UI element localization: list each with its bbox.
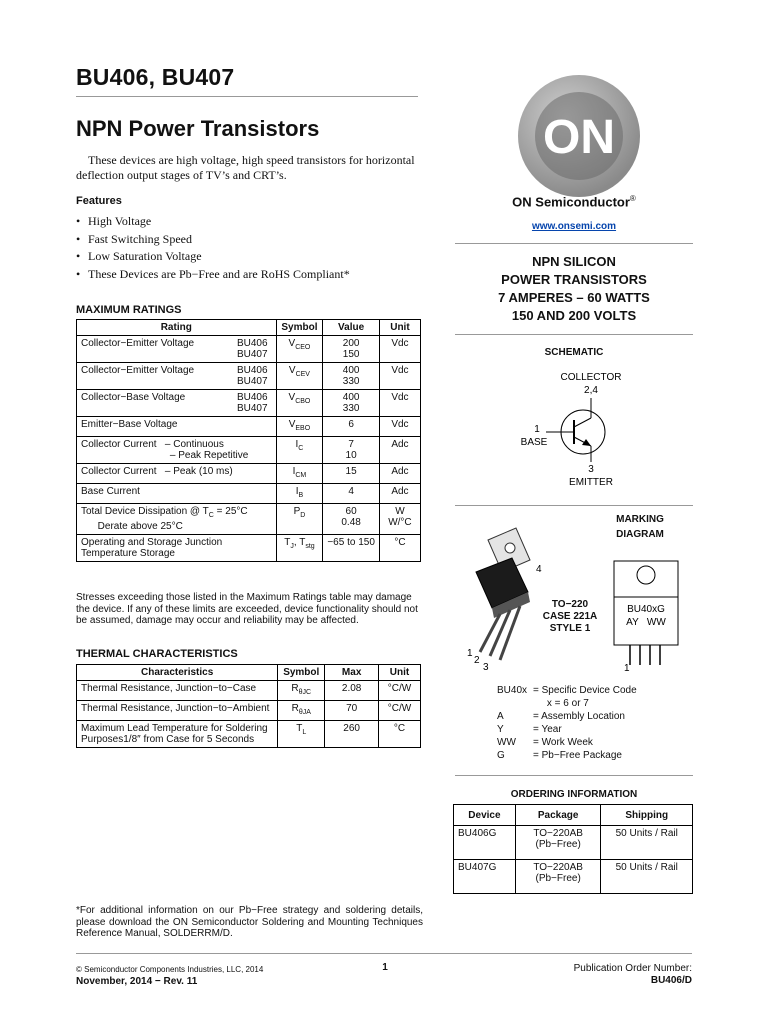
symbol-cell <box>276 464 323 484</box>
symbol-cell <box>276 417 323 437</box>
column-header: Package <box>515 805 601 826</box>
symbol-cell <box>278 681 325 701</box>
cell-line: = 25°C <box>213 506 248 517</box>
legend-key: WW <box>497 737 516 748</box>
rating-text <box>81 338 194 360</box>
ordering-table <box>453 804 693 894</box>
package-lead <box>500 606 520 660</box>
cell-line: 6 <box>348 419 354 430</box>
cell-line: 400 <box>342 392 360 403</box>
column-header: Symbol <box>278 665 325 681</box>
emitter-label: EMITTER <box>569 477 613 488</box>
symbol: T <box>296 723 303 734</box>
pin-label: 2 <box>474 655 480 666</box>
device-names <box>237 338 272 360</box>
feature-item <box>76 248 436 266</box>
emitter-pin: 3 <box>588 464 594 475</box>
column-header: Rating <box>77 320 277 336</box>
unit-cell <box>379 484 420 504</box>
symbol-subscript: C <box>298 445 304 452</box>
table-row <box>77 336 421 363</box>
cell-line: Adc <box>391 466 409 477</box>
bullet-icon: • <box>76 266 81 281</box>
value-cell <box>323 336 380 363</box>
cell-line: 4 <box>348 486 354 497</box>
unit-cell <box>379 390 420 417</box>
unit-cell <box>379 504 420 535</box>
cell-line: −65 to 150 <box>327 537 375 548</box>
rating-wrap <box>81 439 272 461</box>
symbol-subscript: CEO <box>295 344 311 351</box>
cell-line: 60 <box>345 506 357 517</box>
unit-cell <box>379 363 420 390</box>
device-cell: BU406G <box>454 826 516 860</box>
feature-text: High Voltage <box>88 214 152 228</box>
device-cell: BU407G <box>454 860 516 894</box>
symbol-subscript: θJC <box>298 689 312 696</box>
value-cell <box>323 363 380 390</box>
rating-wrap <box>81 506 272 532</box>
legend-key: Y <box>497 724 504 735</box>
package-lead <box>480 614 500 652</box>
max-cell: 70 <box>325 701 379 721</box>
table-row <box>77 437 421 464</box>
symbol-subscript: EBO <box>295 425 311 432</box>
rating-cell <box>77 504 277 535</box>
cell-line: W <box>395 506 405 517</box>
marking-diagram <box>606 557 686 677</box>
max-ratings-table <box>76 319 421 562</box>
rating-wrap <box>81 392 272 414</box>
legend-row <box>497 749 637 762</box>
cell-line: BU406 <box>236 392 268 403</box>
cell-line: TO−220AB <box>533 862 583 873</box>
rating-text <box>81 439 248 461</box>
cell-line: Collector−Emitter Voltage <box>81 338 195 349</box>
cell-line: W/°C <box>388 517 412 528</box>
summary-line: 150 AND 200 VOLTS <box>511 308 637 323</box>
product-summary <box>455 253 693 325</box>
footer-divider <box>76 953 692 954</box>
bullet-icon: • <box>76 249 81 263</box>
part-title: BU406, BU407 <box>76 64 235 90</box>
brand-name <box>455 194 693 209</box>
schematic-heading: SCHEMATIC <box>544 347 604 358</box>
divider <box>76 96 418 97</box>
rating-cell <box>77 390 277 417</box>
tab-pin-label: 4 <box>536 564 542 575</box>
symbol-cell <box>276 535 323 562</box>
feature-text: Low Saturation Voltage <box>88 249 202 263</box>
copyright: © Semiconductor Components Industries, LLC, 2014 <box>76 965 264 974</box>
unit-cell <box>379 417 420 437</box>
features-list <box>76 213 436 283</box>
symbol-cell <box>276 390 323 417</box>
marking-heading <box>600 512 680 542</box>
intro-paragraph: These devices are high voltage, high speed transistors for horizontal deflection output stages of TV’s and CRT’s. <box>76 153 415 182</box>
cell-line: 7 <box>348 439 354 450</box>
package-cell <box>515 826 601 860</box>
cell-line: °C <box>394 537 406 548</box>
website-link[interactable]: www.onsemi.com <box>531 221 617 232</box>
column-header: Shipping <box>601 805 693 826</box>
symbol-subscript: J <box>290 543 294 550</box>
value-cell <box>323 484 380 504</box>
cell-line: Total Device Dissipation @ T <box>81 506 209 517</box>
npn-schematic <box>500 366 640 492</box>
rating-wrap <box>81 537 272 559</box>
table-row <box>77 484 421 504</box>
cell-line: 15 <box>345 466 357 477</box>
package-cell <box>515 860 601 894</box>
rating-text <box>81 365 194 387</box>
symbol: I <box>295 486 299 497</box>
rating-wrap <box>81 338 272 360</box>
legend-row <box>497 684 637 697</box>
symbol-cell <box>276 437 323 464</box>
device-names <box>237 365 272 387</box>
cell-line: BU407 <box>236 349 268 360</box>
rating-text <box>81 419 177 430</box>
cell-line: Collector−Emitter Voltage <box>81 365 195 376</box>
base-label: BASE <box>520 437 548 448</box>
cell-line: Adc <box>391 486 409 497</box>
unit-cell: °C/W <box>379 701 421 721</box>
bullet-icon: • <box>76 214 81 228</box>
rating-cell <box>77 484 277 504</box>
unit-cell <box>379 464 420 484</box>
summary-line: POWER TRANSISTORS <box>501 272 647 287</box>
unit-cell <box>379 437 420 464</box>
rating-text <box>81 466 233 477</box>
registered-mark: ® <box>629 194 636 203</box>
table-row <box>77 681 421 701</box>
symbol: V <box>288 365 296 376</box>
symbol-cell <box>278 721 325 748</box>
pbfree-footnote: *For additional information on our Pb−Free strategy and soldering details, please download the ON Semiconductor Soldering and Mounting Techniques Reference Manual, SOLDERRM/D. <box>76 905 423 939</box>
max-ratings-heading: MAXIMUM RATINGS <box>76 304 182 316</box>
symbol: T <box>284 537 291 548</box>
table-row <box>77 535 421 562</box>
marking-heading-line: MARKING <box>616 514 664 525</box>
device-names <box>237 392 272 414</box>
column-header: Max <box>325 665 379 681</box>
unit-cell <box>379 535 420 562</box>
summary-line: NPN SILICON <box>532 254 616 269</box>
legend-row <box>497 723 637 736</box>
symbol-cell <box>278 701 325 721</box>
legend-row <box>497 697 637 710</box>
unit-cell: °C <box>379 721 421 748</box>
characteristic-cell: Maximum Lead Temperature for Soldering Purposes1/8″ from Case for 5 Seconds <box>77 721 278 748</box>
publication-number: BU406/D <box>650 975 692 986</box>
column-header: Unit <box>379 665 421 681</box>
unit-cell: °C/W <box>379 681 421 701</box>
feature-item <box>76 213 436 231</box>
characteristic-cell: Thermal Resistance, Junction−to−Case <box>77 681 278 701</box>
rating-cell <box>77 535 277 562</box>
rating-text <box>81 392 185 414</box>
collector-line <box>574 418 591 427</box>
divider <box>455 243 693 244</box>
cell-line: Vdc <box>391 338 409 349</box>
symbol: I <box>292 466 296 477</box>
doc-title: NPN Power Transistors <box>76 116 320 141</box>
legend-key: BU40x <box>497 685 528 696</box>
table-row <box>77 363 421 390</box>
collector-label: COLLECTOR <box>560 372 622 383</box>
cell-line: 10 <box>345 450 357 461</box>
feature-text: These Devices are Pb−Free and are RoHS Compliant* <box>88 266 350 281</box>
legend-row <box>497 710 637 723</box>
table-row <box>77 721 421 748</box>
pin-label: 1 <box>467 648 473 659</box>
column-header: Characteristics <box>77 665 278 681</box>
on-semiconductor-logo <box>517 74 641 198</box>
legend-value: = Pb−Free Package <box>533 750 622 761</box>
value-cell <box>323 535 380 562</box>
rating-cell <box>77 464 277 484</box>
table-row <box>77 701 421 721</box>
package-label-line: STYLE 1 <box>549 623 591 634</box>
legend-value: = Year <box>533 724 562 735</box>
column-header: Unit <box>379 320 420 336</box>
max-cell: 2.08 <box>325 681 379 701</box>
unit-cell <box>379 336 420 363</box>
date-revision: November, 2014 − Rev. 11 <box>76 976 198 987</box>
cell-line: 400 <box>342 365 360 376</box>
shipping-cell: 50 Units / Rail <box>601 860 693 894</box>
rating-text <box>81 506 248 532</box>
features-heading: Features <box>76 195 122 207</box>
legend-key: G <box>497 750 505 761</box>
cell-line: Vdc <box>391 365 409 376</box>
cell-line: Vdc <box>391 419 409 430</box>
symbol-cell <box>276 336 323 363</box>
rating-text <box>81 486 140 497</box>
thermal-heading: THERMAL CHARACTERISTICS <box>76 648 238 660</box>
symbol-subscript: CBO <box>295 398 311 405</box>
symbol-subscript: L <box>302 729 307 736</box>
cell-line: Temperature Storage <box>81 548 175 559</box>
feature-item <box>76 266 436 284</box>
cell-line: BU407 <box>236 403 268 414</box>
cell-line: 200 <box>342 338 360 349</box>
symbol: , T <box>293 537 306 548</box>
cell-line: Vdc <box>391 392 409 403</box>
cell-line: Adc <box>391 439 409 450</box>
symbol: I <box>295 439 299 450</box>
marking-hole <box>637 566 655 584</box>
symbol: V <box>288 338 296 349</box>
cell-line: (Pb−Free) <box>535 873 581 884</box>
legend-row <box>497 736 637 749</box>
divider <box>455 505 693 506</box>
table-row <box>454 826 693 860</box>
characteristic-cell: Thermal Resistance, Junction−to−Ambient <box>77 701 278 721</box>
cell-line: Collector Current – Continuous <box>81 439 224 450</box>
collector-pins: 2,4 <box>584 385 598 396</box>
page-number: 1 <box>382 962 388 973</box>
shipping-cell: 50 Units / Rail <box>601 826 693 860</box>
rating-wrap <box>81 486 272 497</box>
symbol-cell <box>276 504 323 535</box>
marking-line: BU40xG <box>627 604 665 615</box>
marking-line: AY WW <box>626 617 666 628</box>
marking-pin-label: 1 <box>624 663 630 674</box>
symbol-subscript: CM <box>295 472 307 479</box>
package-label-line: CASE 221A <box>542 611 598 622</box>
symbol-subscript: CEV <box>295 371 310 378</box>
rating-wrap <box>81 466 272 477</box>
rating-cell <box>77 437 277 464</box>
cell-line: 0.48 <box>341 517 361 528</box>
symbol: V <box>288 419 296 430</box>
value-cell <box>323 504 380 535</box>
brand-name-text: ON Semiconductor <box>512 194 630 210</box>
cell-line: Collector−Base Voltage <box>81 392 186 403</box>
table-row <box>77 464 421 484</box>
ordering-heading: ORDERING INFORMATION <box>510 789 638 800</box>
stress-note: Stresses exceeding those listed in the Maximum Ratings table may damage the device. If any of these limits are exceeded, device functionality should not be assumed, damage may occur and reliability may be affected. <box>76 592 418 626</box>
table-row <box>77 504 421 535</box>
base-pin: 1 <box>534 424 540 435</box>
pin-label: 3 <box>483 662 489 673</box>
symbol-subscript: θJA <box>298 709 311 716</box>
symbol-subscript: B <box>298 492 304 499</box>
value-cell <box>323 417 380 437</box>
feature-text: Fast Switching Speed <box>88 231 192 246</box>
column-header: Device <box>454 805 516 826</box>
symbol: R <box>291 683 299 694</box>
rating-cell <box>77 417 277 437</box>
symbol-subscript: stg <box>305 543 315 550</box>
max-cell: 260 <box>325 721 379 748</box>
marking-heading-line: DIAGRAM <box>616 529 664 540</box>
cell-line: Derate above 25°C <box>81 521 183 532</box>
rating-wrap <box>81 365 272 387</box>
rating-text <box>81 537 222 559</box>
rating-subscript: C <box>208 512 214 519</box>
cell-line: 150 <box>342 349 360 360</box>
mounting-hole <box>505 543 515 553</box>
publication-label: Publication Order Number: <box>573 963 692 974</box>
divider <box>455 334 693 335</box>
table-row <box>77 417 421 437</box>
rating-cell <box>77 336 277 363</box>
to220-package-drawing <box>458 520 558 675</box>
rating-wrap <box>81 419 272 430</box>
cell-line: Emitter−Base Voltage <box>81 419 178 430</box>
symbol-cell <box>276 484 323 504</box>
symbol-cell <box>276 363 323 390</box>
cell-line: Operating and Storage Junction <box>81 537 223 548</box>
symbol: R <box>291 703 299 714</box>
package-label-line: TO−220 <box>551 599 589 610</box>
symbol-subscript: D <box>300 512 306 519</box>
cell-line: BU407 <box>236 376 268 387</box>
legend-key: A <box>497 711 504 722</box>
thermal-table <box>76 664 421 748</box>
cell-line: – Peak Repetitive <box>81 450 249 461</box>
legend-value: = Work Week <box>533 737 593 748</box>
cell-line: BU406 <box>236 338 268 349</box>
legend-value: = Assembly Location <box>533 711 625 722</box>
marking-legend <box>497 684 637 762</box>
cell-line: BU406 <box>236 365 268 376</box>
value-cell <box>323 437 380 464</box>
table-row <box>77 390 421 417</box>
cell-line: 330 <box>342 376 360 387</box>
rating-cell <box>77 363 277 390</box>
legend-value: = Specific Device Code <box>533 685 637 696</box>
symbol: V <box>288 392 296 403</box>
cell-line: TO−220AB <box>533 828 583 839</box>
cell-line: Collector Current – Peak (10 ms) <box>81 466 233 477</box>
divider <box>455 775 693 776</box>
legend-value: x = 6 or 7 <box>533 698 589 709</box>
symbol: P <box>293 506 301 517</box>
feature-item <box>76 231 436 249</box>
column-header: Value <box>323 320 380 336</box>
summary-line: 7 AMPERES – 60 WATTS <box>498 290 650 305</box>
legend-key <box>497 697 533 710</box>
cell-line: 330 <box>342 403 360 414</box>
package-label <box>530 599 610 635</box>
logo-text: ON <box>543 111 615 164</box>
cell-line: Base Current <box>81 486 140 497</box>
table-row <box>454 860 693 894</box>
value-cell <box>323 464 380 484</box>
value-cell <box>323 390 380 417</box>
cell-line: (Pb−Free) <box>535 839 581 850</box>
bullet-icon: • <box>76 231 81 246</box>
column-header: Symbol <box>276 320 323 336</box>
